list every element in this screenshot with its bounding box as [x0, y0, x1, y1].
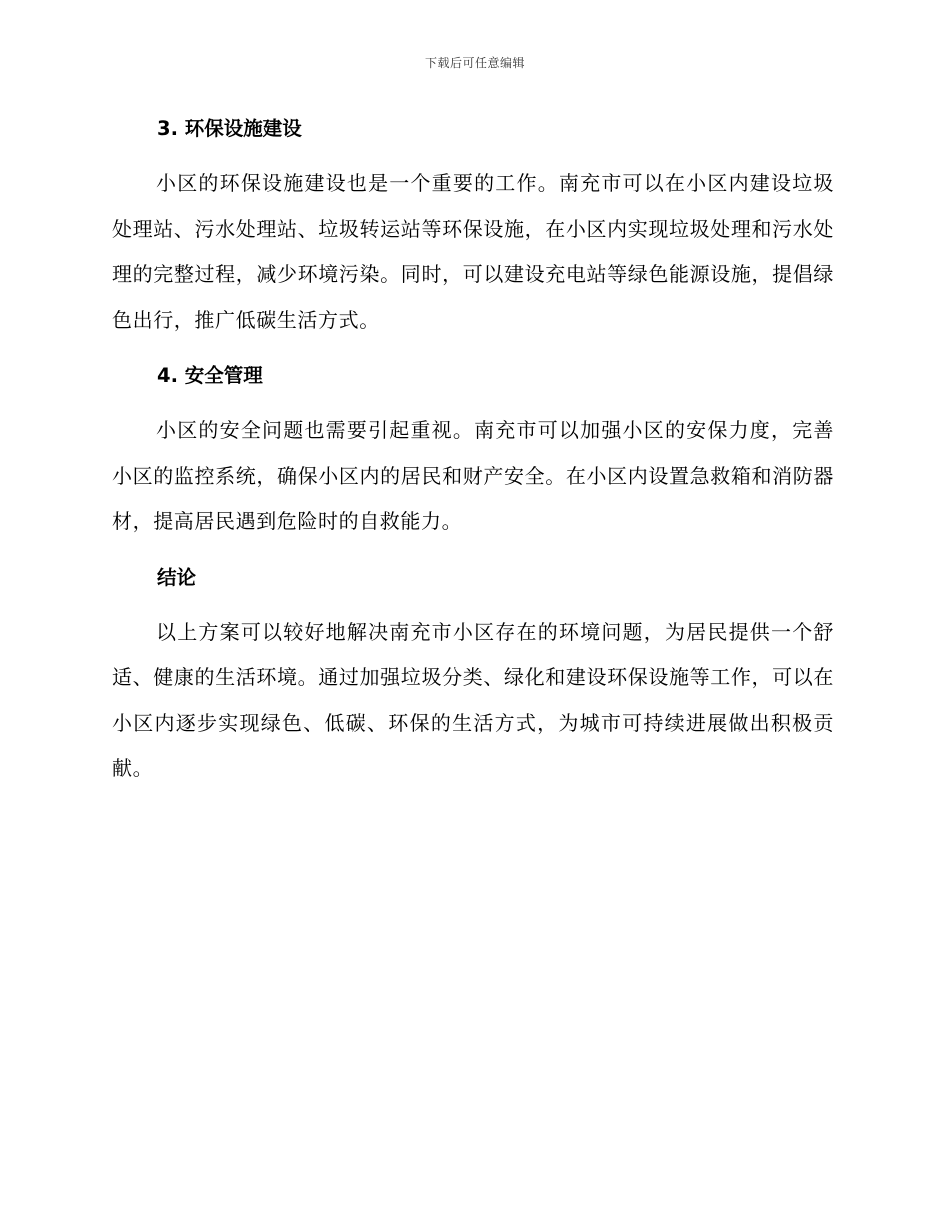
section-paragraph-safety-management: 小区的安全问题也需要引起重视。南充市可以加强小区的安保力度，完善小区的监控系统，确保小区内的居民和财产安全。在小区内设置急救箱和消防器材，提高居民遇到危险时的自救能力。	[112, 418, 834, 533]
page-header: 下载后可任意编辑	[424, 56, 525, 70]
document-body	[112, 110, 834, 792]
section-heading-conclusion: 结论	[157, 565, 197, 589]
section-heading-safety-management: 4. 安全管理	[157, 364, 263, 387]
section-paragraph-conclusion: 以上方案可以较好地解决南充市小区存在的环境问题，为居民提供一个舒适、健康的生活环境。通过加强垃圾分类、绿化和建设环保设施等工作，可以在小区内逐步实现绿色、低碳、环保的生活方式，为城市可持续进展做出积极贡献。	[112, 619, 834, 780]
section-heading-environmental-facilities: 3. 环保设施建设	[157, 117, 302, 140]
section-paragraph-environmental-facilities: 小区的环保设施建设也是一个重要的工作。南充市可以在小区内建设垃圾处理站、污水处理站、垃圾转运站等环保设施，在小区内实现垃圾处理和污水处理的完整过程，减少环境污染。同时，可以建设充电站等绿色能源设施，提倡绿色出行，推广低碳生活方式。	[112, 171, 834, 332]
